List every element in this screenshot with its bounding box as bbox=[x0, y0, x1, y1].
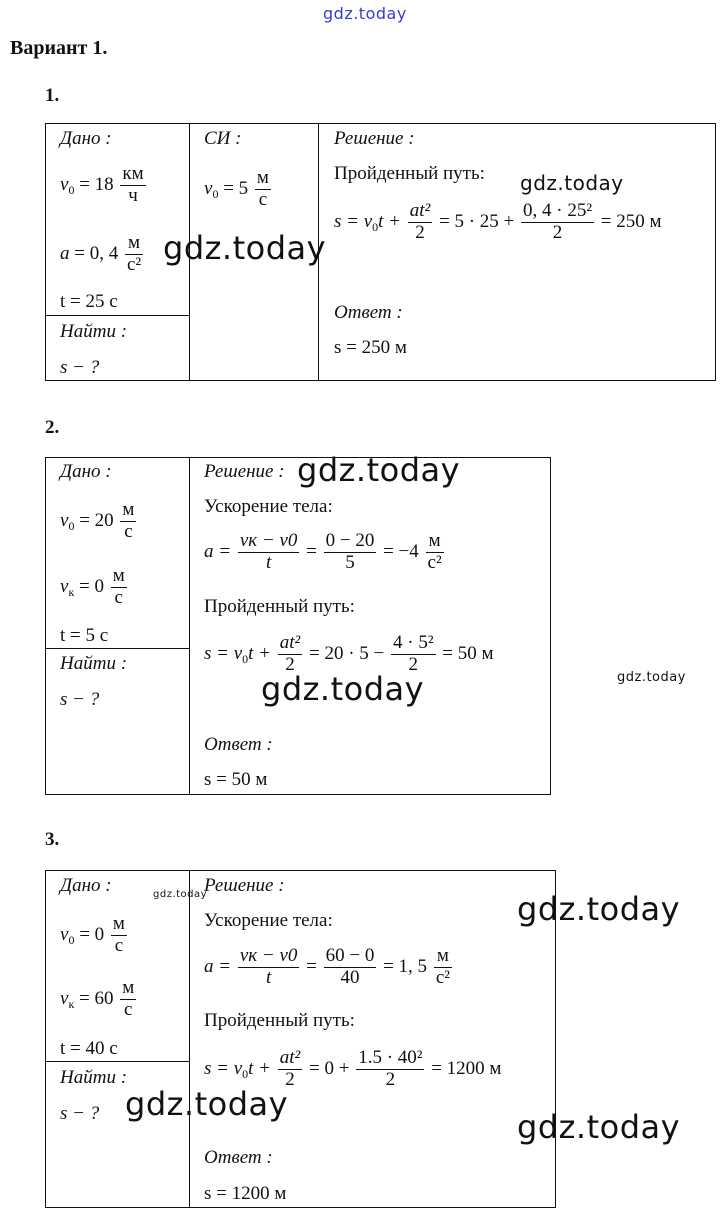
problem-1-path-formula: $s = v_0t$ + $\frac{\text{at²}}{2}$ = 5 · 25 + $\frac{\text{0, 4 · 25²}}{2}$ = 250 м bbox=[334, 200, 662, 243]
problem-1-si-label: СИ : bbox=[204, 128, 242, 149]
problem-3-given-t: t = 40 с bbox=[60, 1038, 118, 1059]
watermark-3a: gdz.today bbox=[153, 889, 208, 900]
watermark-3c: gdz.today bbox=[125, 1085, 289, 1123]
page-title: Вариант 1. bbox=[10, 37, 108, 59]
problem-3-given-v0: $v_0 = 0$ $\frac{м}{с}$ bbox=[60, 913, 125, 956]
problem-1-path-text: Пройденный путь: bbox=[334, 163, 485, 184]
watermark-3b: gdz.today bbox=[517, 890, 681, 928]
problem-2-accel-text: Ускорение тела: bbox=[204, 496, 333, 517]
problem-3-answer-label: Ответ : bbox=[204, 1147, 273, 1168]
problem-3-given-label: Дано : bbox=[60, 875, 112, 896]
problem-2-given-vk: $v_к = 0$ $\frac{м}{с}$ bbox=[60, 565, 125, 608]
problem-3-path-text: Пройденный путь: bbox=[204, 1010, 355, 1031]
problem-1-si-v0: $v_0 = 5$ $\frac{м}{с}$ bbox=[204, 167, 269, 210]
problem-2-given-v0: $v_0 = 20$ $\frac{м}{с}$ bbox=[60, 499, 135, 542]
problem-3-number: 3. bbox=[45, 829, 60, 850]
problem-2-path-text: Пройденный путь: bbox=[204, 596, 355, 617]
problem-1-answer-value: s = 250 м bbox=[334, 337, 407, 358]
watermark-2a: gdz.today bbox=[297, 451, 461, 489]
problem-2-answer-label: Ответ : bbox=[204, 734, 273, 755]
problem-3-accel-formula: a = $\frac{vк - v0}{t}$ = $\frac{60 - 0}{40}$ = 1, 5 $\frac{м}{\text{с²}}$ bbox=[204, 945, 450, 988]
problem-2-given-label: Дано : bbox=[60, 461, 112, 482]
problem-2-solution-label: Решение : bbox=[204, 461, 285, 482]
problem-2-find-label: Найти : bbox=[60, 653, 128, 674]
watermark-2b: gdz.today bbox=[261, 670, 425, 708]
problem-1-number: 1. bbox=[45, 85, 60, 106]
problem-3-accel-text: Ускорение тела: bbox=[204, 910, 333, 931]
problem-1-given-a: a = 0, 4 $\frac{м}{\text{с²}}$ bbox=[60, 232, 142, 275]
problem-2-path-formula: $s = v_0t$ + $\frac{\text{at²}}{2}$ = 20 · 5 − $\frac{\text{4 · 5²}}{2}$ = 50 м bbox=[204, 632, 494, 675]
problem-1-solution-label: Решение : bbox=[334, 128, 415, 149]
watermark-3d: gdz.today bbox=[517, 1108, 681, 1146]
watermark-top: gdz.today bbox=[323, 4, 407, 23]
problem-2-given-t: t = 5 с bbox=[60, 625, 109, 646]
problem-1-given-t: t = 25 с bbox=[60, 291, 118, 312]
watermark-1b: gdz.today bbox=[520, 171, 624, 195]
watermark-1a: gdz.today bbox=[163, 229, 327, 267]
watermark-2c: gdz.today bbox=[617, 670, 686, 685]
problem-3-answer-value: s = 1200 м bbox=[204, 1183, 287, 1204]
problem-1-find-label: Найти : bbox=[60, 321, 128, 342]
problem-3-solution-label: Решение : bbox=[204, 875, 285, 896]
problem-2-number: 2. bbox=[45, 417, 60, 438]
problem-3-given-vk: $v_к = 60$ $\frac{м}{с}$ bbox=[60, 977, 135, 1020]
problem-1-given-v0: $v_0 = 18$ $\frac{км}{ч}$ bbox=[60, 163, 144, 206]
problem-1-find-value: s − ? bbox=[60, 357, 100, 378]
problem-2-find-value: s − ? bbox=[60, 689, 100, 710]
problem-3-find-value: s − ? bbox=[60, 1103, 100, 1124]
problem-1-given-label: Дано : bbox=[60, 128, 112, 149]
problem-2-accel-formula: a = $\frac{vк - v0}{t}$ = $\frac{0 - 20}{5}$ = −4 $\frac{м}{\text{с²}}$ bbox=[204, 530, 442, 573]
problem-3-find-label: Найти : bbox=[60, 1067, 128, 1088]
problem-3-path-formula: $s = v_0t$ + $\frac{\text{at²}}{2}$ = 0 + $\frac{\text{1.5 · 40²}}{2}$ = 1200 м bbox=[204, 1047, 502, 1090]
problem-2-answer-value: s = 50 м bbox=[204, 769, 268, 790]
problem-1-answer-label: Ответ : bbox=[334, 302, 403, 323]
